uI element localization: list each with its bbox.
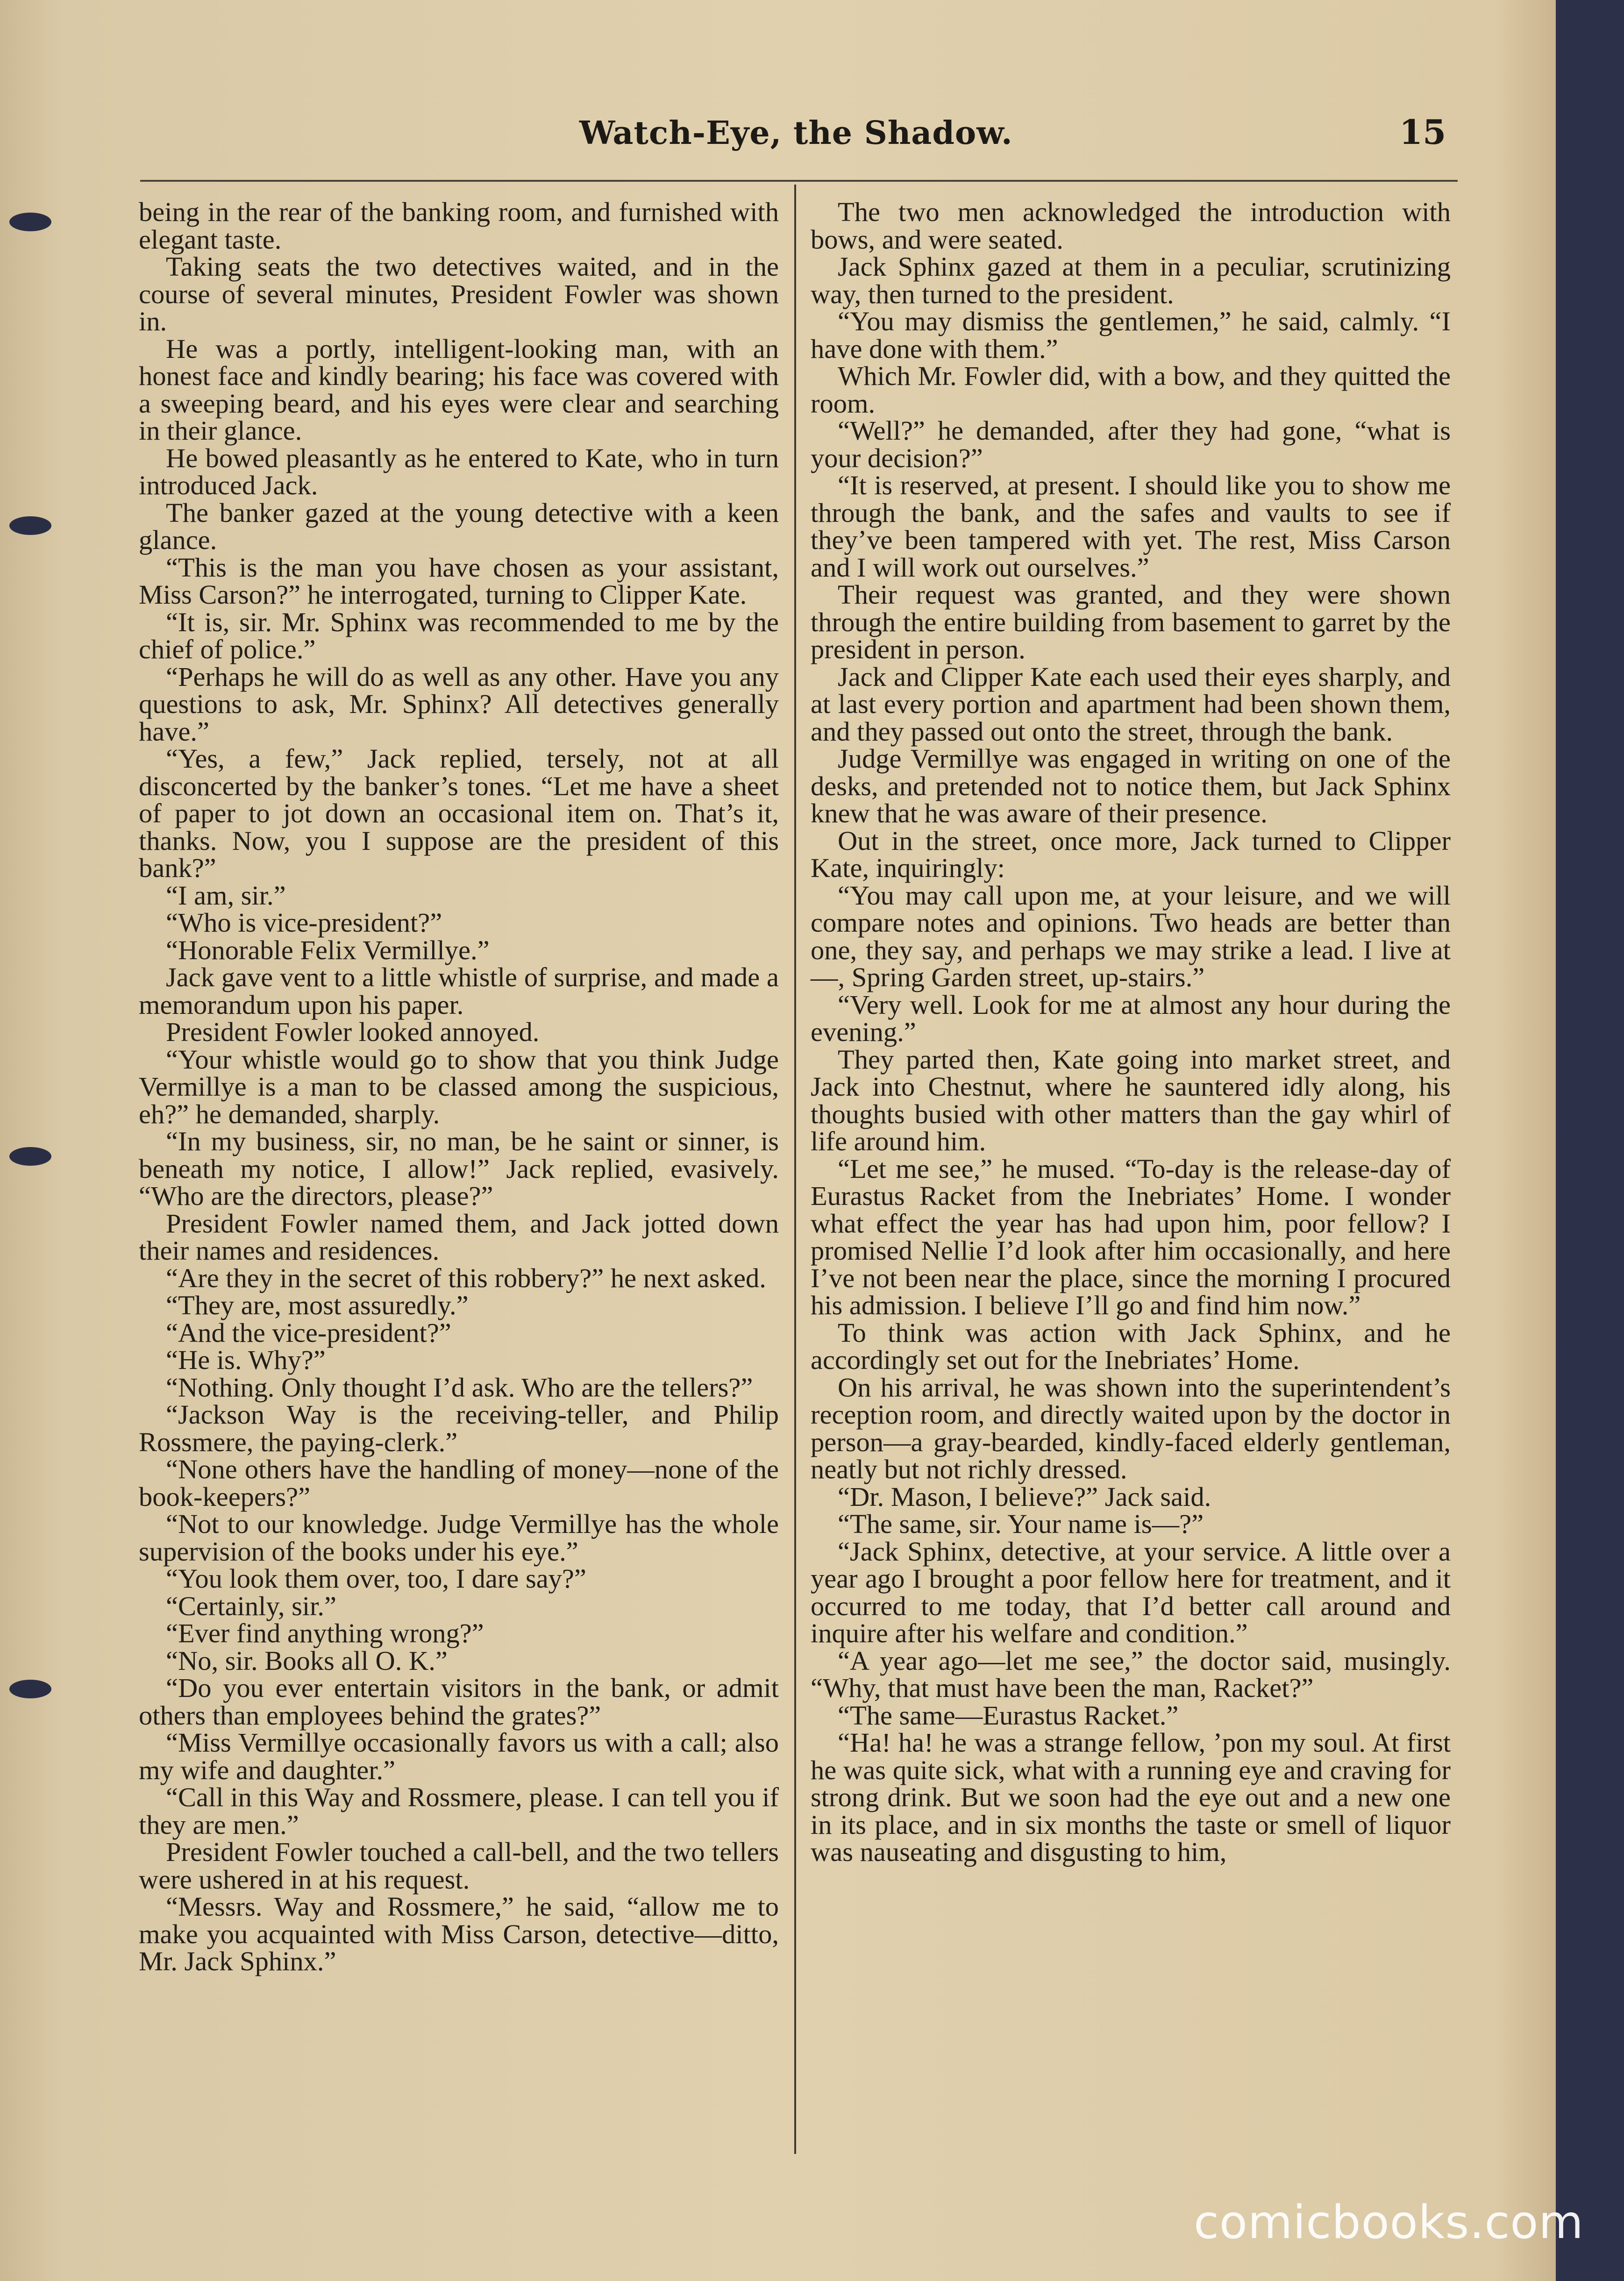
- binding-stitch: [9, 516, 51, 535]
- binding-stitch: [9, 213, 51, 231]
- paragraph: “Ha! ha! he was a strange fellow, ’pon my soul. At first he was quite sick, what with a running eye and craving for strong drink. But we soon had the eye out and a new one in its place, and in six months the taste or smell of liquor was nauseating and disgusting to him,: [811, 1727, 1451, 1867]
- paragraph: To think was action with Jack Sphinx, and he accordingly set out for the Inebriates’ Home.: [811, 1317, 1451, 1375]
- paragraph: President Fowler looked annoyed.: [166, 1017, 540, 1047]
- paragraph: “A year ago—let me see,” the doctor said, musingly. “Why, that must have been the man, Racket?”: [811, 1645, 1451, 1703]
- running-head: Watch-Eye, the Shadow.: [579, 114, 1013, 152]
- paragraph: “In my business, sir, no man, be he saint or sinner, is beneath my notice, I allow!” Jack replied, evasively. “Who are the directors, please?”: [139, 1126, 779, 1211]
- header-rule: [140, 180, 1458, 182]
- paragraph: “Who is vice-president?”: [166, 907, 442, 938]
- paragraph: “Perhaps he will do as well as any other. Have you any questions to ask, Mr. Sphinx? All detectives generally have.”: [139, 661, 779, 747]
- paragraph: The two men acknowledged the introduction with bows, and were seated.: [811, 197, 1451, 255]
- paragraph: “I am, sir.”: [166, 880, 286, 911]
- paragraph: “Are they in the secret of this robbery?” he next asked.: [166, 1262, 766, 1293]
- paragraph: Taking seats the two detectives waited, and in the course of several minutes, President Fowler was shown in.: [139, 251, 779, 336]
- paragraph: “Your whistle would go to show that you think Judge Vermillye is a man to be classed among the suspicious, eh?” he demanded, sharply.: [139, 1044, 779, 1129]
- paragraph: “Certainly, sir.”: [166, 1590, 336, 1621]
- paragraph: “Let me see,” he mused. “To-day is the release-day of Eurastus Racket from the Inebriates’ Home. I wonder what effect the year has had upon him, poor fellow? I promised Nellie I’d look after him occasionally, and here I’ve not been near the place, since the morning I procured his admission. I believe I’ll go and find him now.”: [811, 1153, 1451, 1320]
- paragraph: “You may dismiss the gentlemen,” he said, calmly. “I have done with them.”: [811, 306, 1451, 364]
- paragraph: “The same, sir. Your name is—?”: [838, 1509, 1204, 1539]
- paragraph: “It is, sir. Mr. Sphinx was recommended to me by the chief of police.”: [139, 606, 779, 664]
- paragraph: “You may call upon me, at your leisure, and we will compare notes and opinions. Two heads are better than one, they say, and perhaps we may strike a lead. I live at —, Spring Garden street, up-stairs.”: [811, 880, 1451, 992]
- paragraph: Their request was granted, and they were shown through the entire building from basement to garret by the president in person.: [811, 579, 1451, 664]
- paragraph: “Jackson Way is the receiving-teller, and Philip Rossmere, the paying-clerk.”: [139, 1399, 779, 1457]
- paragraph: “This is the man you have chosen as your assistant, Miss Carson?” he interrogated, turning to Clipper Kate.: [139, 552, 779, 610]
- paragraph: President Fowler touched a call-bell, and the two tellers were ushered in at his request.: [139, 1837, 779, 1895]
- watermark: comicbooks.com: [1194, 2196, 1584, 2249]
- paragraph: “Messrs. Way and Rossmere,” he said, “allow me to make you acquainted with Miss Carson, detective—ditto, Mr. Jack Sphinx.”: [139, 1891, 779, 1976]
- left-column: [139, 199, 779, 1975]
- binding-stitch: [9, 1680, 51, 1698]
- paragraph: Jack and Clipper Kate each used their eyes sharply, and at last every portion and apartment had been shown them, and they passed out onto the street, through the bank.: [811, 661, 1451, 747]
- paragraph: He was a portly, intelligent-looking man, with an honest face and kindly bearing; his face was covered with a sweeping beard, and his eyes were clear and searching in their glance.: [139, 333, 779, 446]
- paragraph: “Nothing. Only thought I’d ask. Who are the tellers?”: [166, 1372, 753, 1403]
- paragraph: “Well?” he demanded, after they had gone, “what is your decision?”: [811, 415, 1451, 473]
- paragraph: “Honorable Felix Vermillye.”: [166, 934, 490, 965]
- paragraph: “Miss Vermillye occasionally favors us with a call; also my wife and daughter.”: [139, 1727, 779, 1785]
- paragraph: “They are, most assuredly.”: [166, 1290, 469, 1320]
- paragraph: “Yes, a few,” Jack replied, tersely, not at all disconcerted by the banker’s tones. “Let me have a sheet of paper to jot down an occasional item on. That’s it, thanks. Now, you I suppose are the president of this bank?”: [139, 743, 779, 883]
- binding-stitch: [9, 1147, 51, 1166]
- paragraph: Jack Sphinx gazed at them in a peculiar, scrutinizing way, then turned to the president.: [811, 251, 1451, 309]
- page-number: 15: [1399, 112, 1446, 152]
- paragraph: “He is. Why?”: [166, 1345, 326, 1375]
- paragraph: Which Mr. Fowler did, with a bow, and they quitted the room.: [811, 361, 1451, 419]
- paragraph: “And the vice-president?”: [166, 1317, 451, 1348]
- paragraph: “The same—Eurastus Racket.”: [838, 1700, 1179, 1731]
- paragraph: “No, sir. Books all O. K.”: [166, 1645, 448, 1676]
- paragraph: “You look them over, too, I dare say?”: [166, 1563, 586, 1594]
- paragraph: “Very well. Look for me at almost any hour during the evening.”: [811, 989, 1451, 1047]
- paragraph: “Ever find anything wrong?”: [166, 1618, 484, 1648]
- paragraph: Out in the street, once more, Jack turned to Clipper Kate, inquiringly:: [811, 825, 1451, 883]
- paragraph: “Jack Sphinx, detective, at your service. A little over a year ago I brought a poor fellow here for treatment, and it occurred to me today, that I’d better call around and inquire after his welfare and condition.”: [811, 1536, 1451, 1648]
- paragraph: Jack gave vent to a little whistle of surprise, and made a memorandum upon his paper.: [139, 962, 779, 1020]
- paragraph: being in the rear of the banking room, and furnished with elegant taste.: [139, 197, 779, 255]
- paragraph: He bowed pleasantly as he entered to Kate, who in turn introduced Jack.: [139, 442, 779, 500]
- paragraph: On his arrival, he was shown into the superintendent’s reception room, and directly waited upon by the doctor in person—a gray-bearded, kindly-faced elderly gentleman, neatly but not richly dressed.: [811, 1372, 1451, 1484]
- column-divider: [794, 185, 796, 2154]
- paragraph: “Not to our knowledge. Judge Vermillye has the whole supervision of the books under his eye.”: [139, 1509, 779, 1567]
- paragraph: The banker gazed at the young detective with a keen glance.: [139, 497, 779, 555]
- right-column: [811, 199, 1451, 1866]
- paragraph: President Fowler named them, and Jack jotted down their names and residences.: [139, 1208, 779, 1266]
- paragraph: “Dr. Mason, I believe?” Jack said.: [838, 1481, 1211, 1512]
- paragraph: “It is reserved, at present. I should like you to show me through the bank, and the safes and vaults to see if they’ve been tampered with yet. The rest, Miss Carson and I will work out ourselves.”: [811, 470, 1451, 583]
- paragraph: They parted then, Kate going into market street, and Jack into Chestnut, where he sauntered idly along, his thoughts busied with other matters than the gay whirl of life around him.: [811, 1044, 1451, 1156]
- paragraph: “None others have the handling of money—none of the book-keepers?”: [139, 1454, 779, 1512]
- paragraph: “Do you ever entertain visitors in the bank, or admit others than employees behind the grates?”: [139, 1673, 779, 1731]
- paragraph: Judge Vermillye was engaged in writing on one of the desks, and pretended not to notice them, but Jack Sphinx knew that he was aware of their presence.: [811, 743, 1451, 828]
- paragraph: “Call in this Way and Rossmere, please. I can tell you if they are men.”: [139, 1782, 779, 1840]
